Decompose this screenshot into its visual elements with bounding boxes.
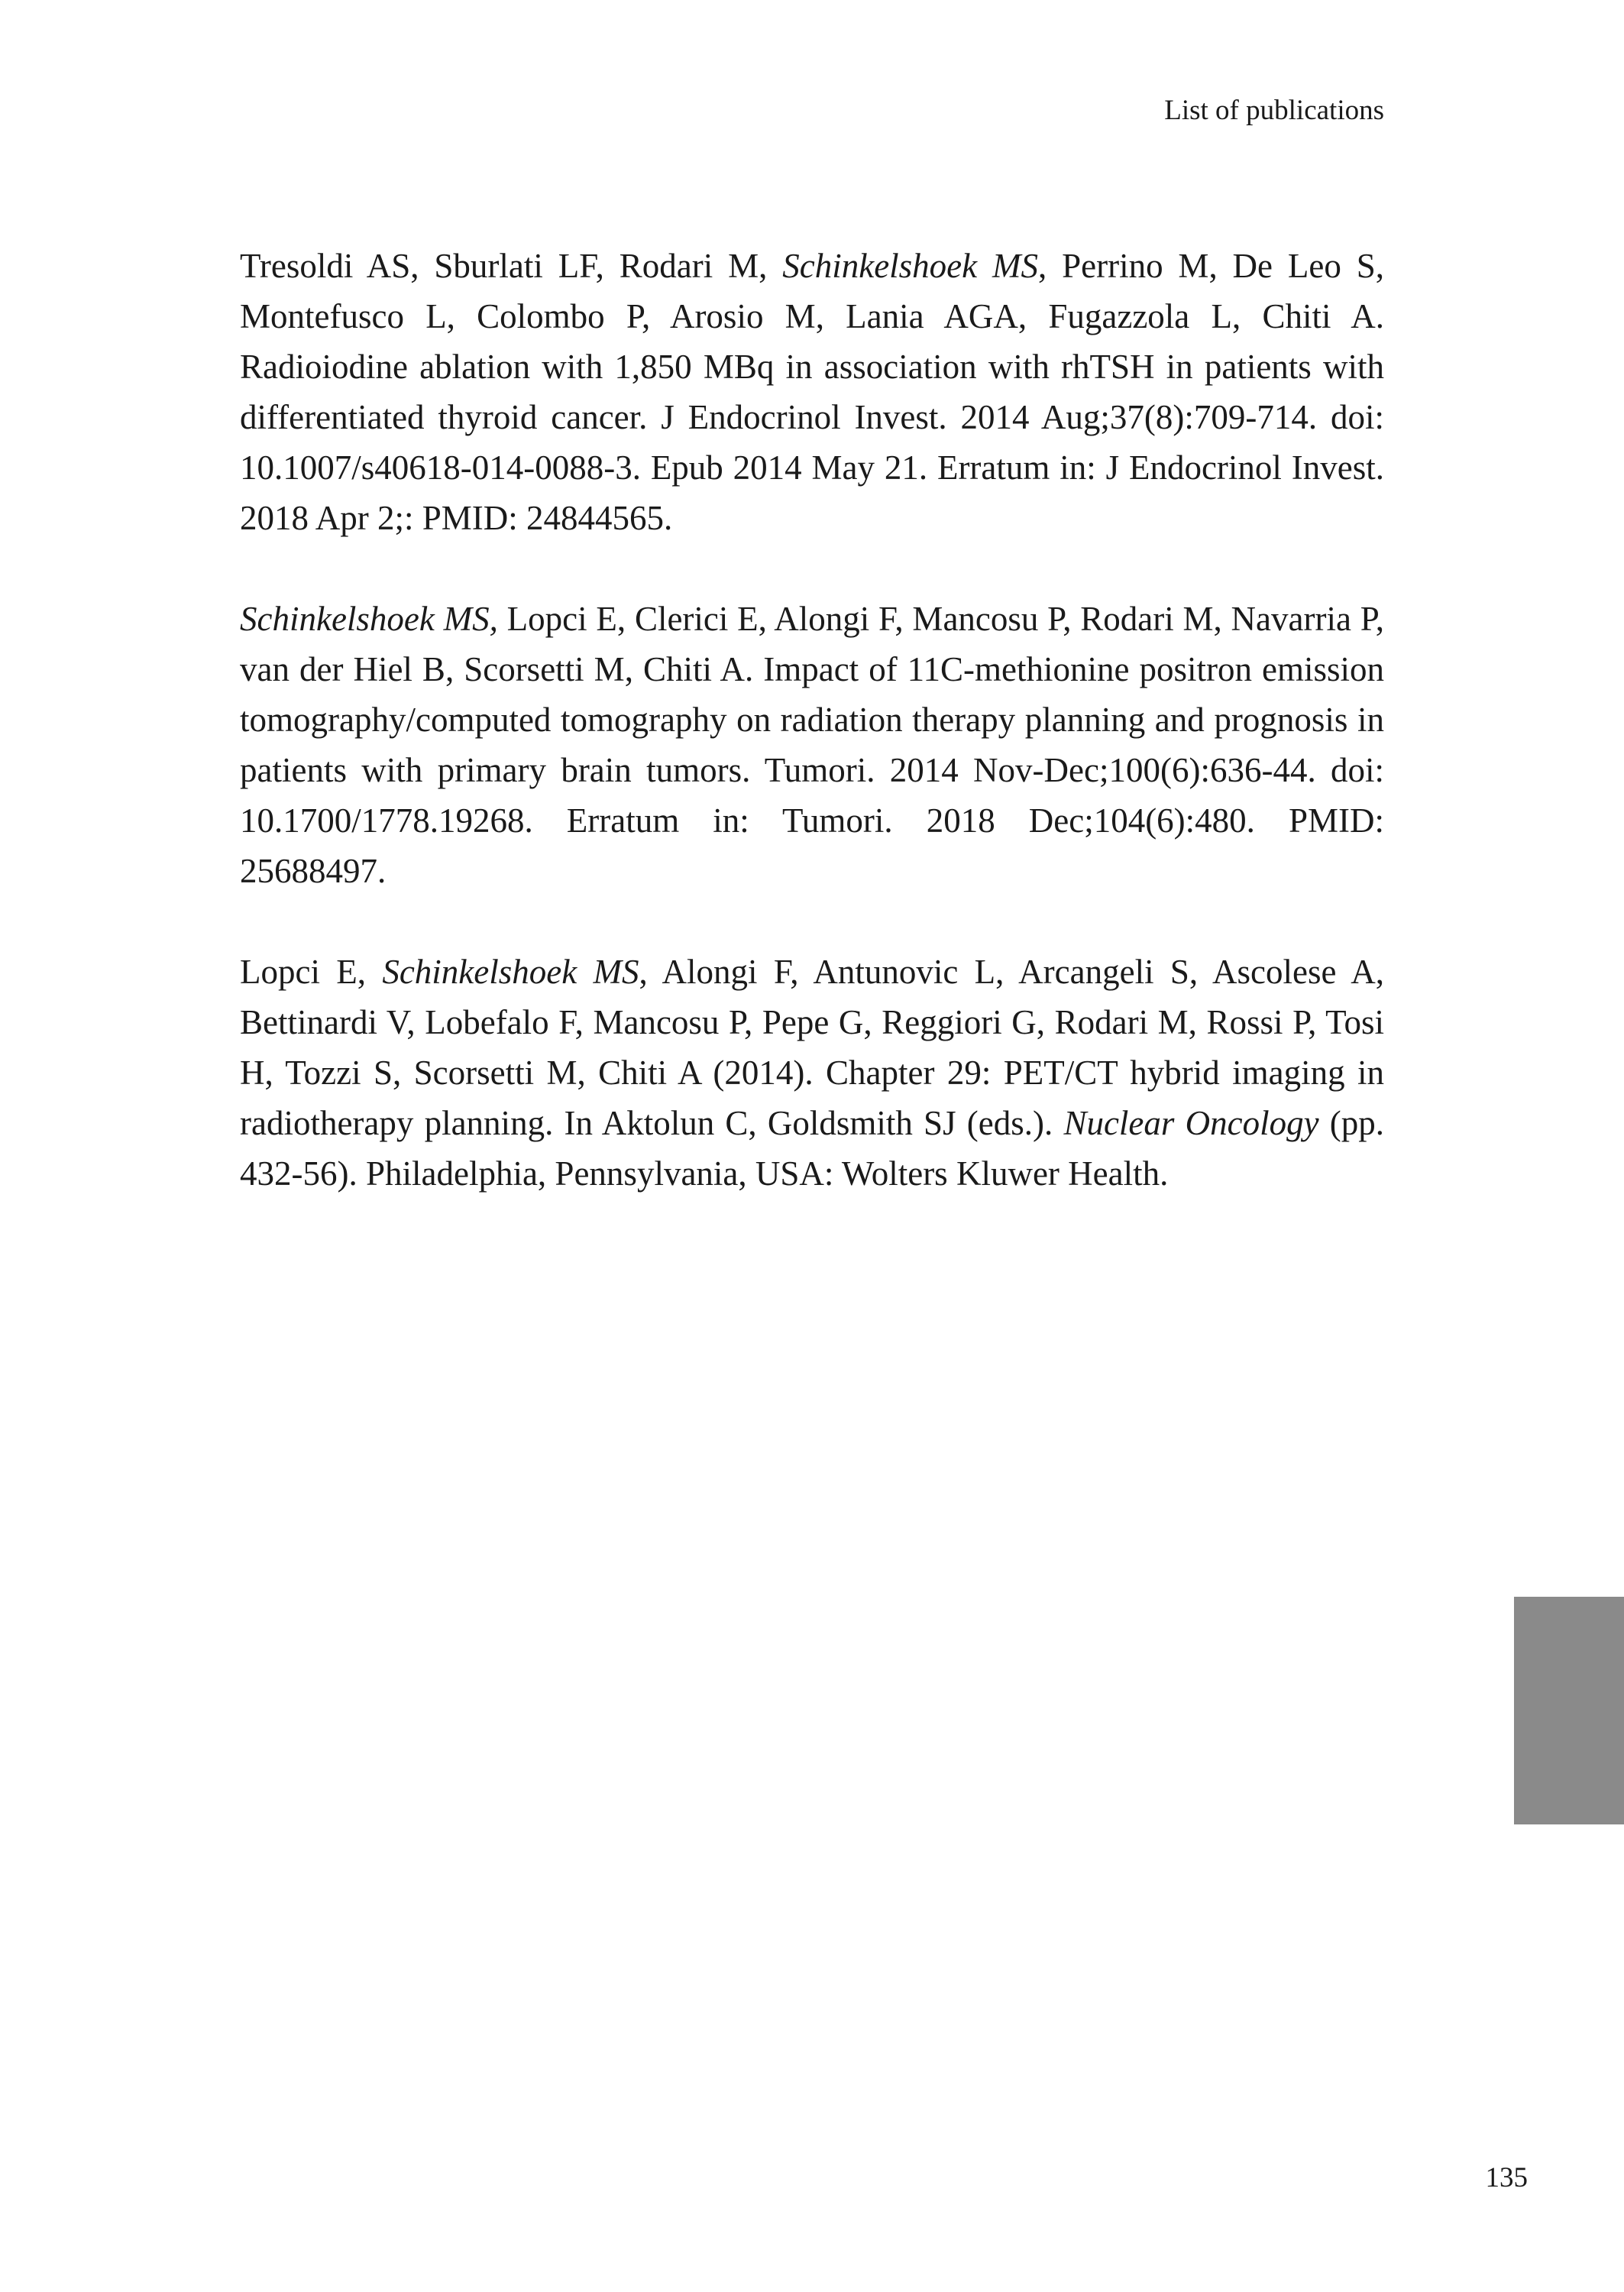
entry-text: Lopci E, — [240, 953, 383, 991]
entry-text: , Alongi F, Antunovic L, Arcangeli S, Ascolese A, Bettinardi V, Lobefalo F, Mancosu P, Pepe G, Reggiori G, Rodari M, Rossi P, Tosi H, Tozzi S, Scorsetti M, Chiti A (2014). Chapter 29: PET/CT hybrid imaging in radiotherapy planning. In Aktolun C, Goldsmith SJ (eds.). — [240, 953, 1384, 1142]
page-number: 135 — [1485, 2162, 1528, 2193]
publication-list — [240, 241, 1384, 1249]
author-highlight: Schinkelshoek MS — [782, 247, 1038, 285]
entry-text: , Perrino M, De Leo S, Montefusco L, Colombo P, Arosio M, Lania AGA, Fugazzola L, Chiti A. Radioiodine ablation with 1,850 MBq in association with rhTSH in patients with differentiated thyroid cancer. J Endocrinol Invest. 2014 Aug;37(8):709-714. doi: 10.1007/s40618-014-0088-3. Epub 2014 May 21. Erratum in: J Endocrinol Invest. 2018 Apr 2;: PMID: 24844565. — [240, 247, 1384, 537]
publication-entry-1 — [240, 241, 1384, 543]
entry-text: Tresoldi AS, Sburlati LF, Rodari M, — [240, 247, 783, 285]
running-header: List of publications — [1164, 95, 1384, 126]
author-highlight: Schinkelshoek MS — [382, 953, 639, 991]
author-highlight: Schinkelshoek MS, — [240, 600, 498, 638]
book-title: Nuclear Oncology — [1063, 1104, 1319, 1142]
chapter-thumb-tab — [1514, 1597, 1624, 1824]
entry-text: Lopci E, Clerici E, Alongi F, Mancosu P, Rodari M, Navarria P, van der Hiel B, Scorsetti M, Chiti A. Impact of 11C-methionine positron emission tomography/computed tomography on radiation therapy planning and prognosis in patients with primary brain tumors. Tumori. 2014 Nov-Dec;100(6):636-44. doi: 10.1700/1778.19268. Erratum in: Tumori. 2018 Dec;104(6):480. PMID: 25688497. — [240, 600, 1385, 890]
publication-entry-3 — [240, 947, 1384, 1199]
publication-entry-2 — [240, 594, 1384, 896]
entry-text: (pp. 432-56). Philadelphia, Pennsylvania, USA: Wolters Kluwer Health. — [240, 1104, 1384, 1193]
